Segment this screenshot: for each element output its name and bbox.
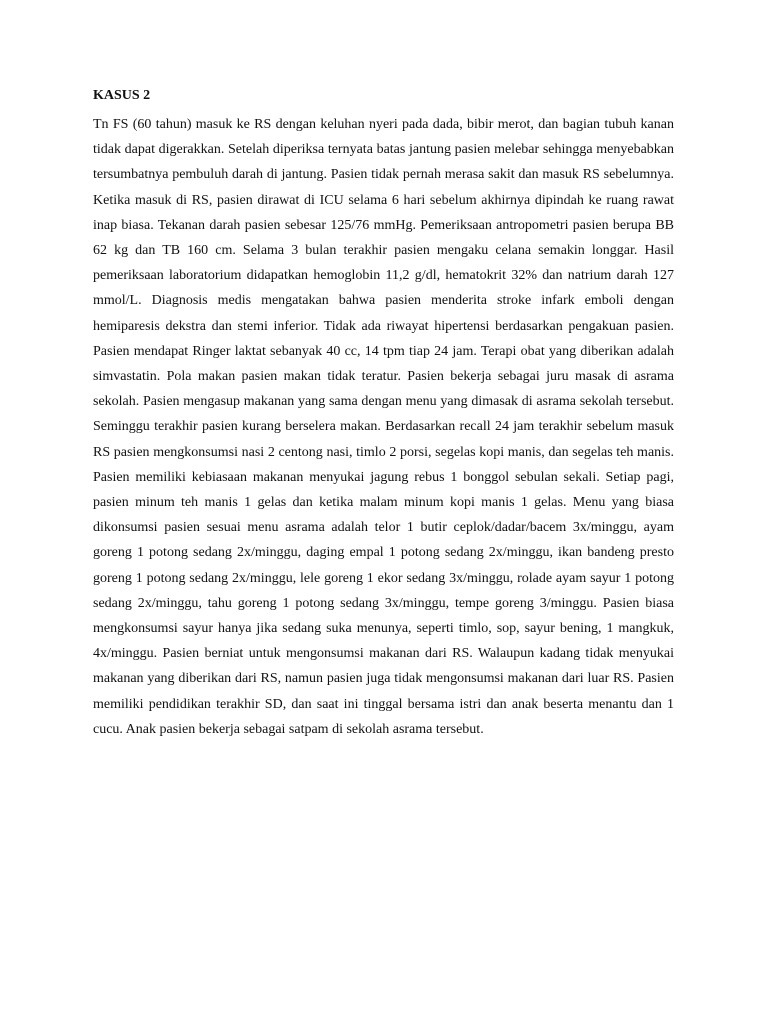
case-paragraph: Tn FS (60 tahun) masuk ke RS dengan keluhan nyeri pada dada, bibir merot, dan bagian tubuh kanan tidak dapat digerakkan. Setelah diperiksa ternyata batas jantung pasien melebar sehingga menyebabkan tersumbatnya pembuluh darah di jantung. Pasien tidak pernah merasa sakit dan masuk RS sebelumnya. Ketika masuk di RS, pasien dirawat di ICU selama 6 hari sebelum akhirnya dipindah ke ruang rawat inap biasa. Tekanan darah pasien sebesar 125/76 mmHg. Pemeriksaan antropometri pasien berupa BB 62 kg dan TB 160 cm. Selama 3 bulan terakhir pasien mengaku celana semakin longgar. Hasil pemeriksaan laboratorium didapatkan hemoglobin 11,2 g/dl, hematokrit 32% dan natrium darah 127 mmol/L. Diagnosis medis mengatakan bahwa pasien menderita stroke infark emboli dengan hemiparesis dekstra dan stemi inferior. Tidak ada riwayat hipertensi berdasarkan pengakuan pasien. Pasien mendapat Ringer laktat sebanyak 40 cc, 14 tpm tiap 24 jam. Terapi obat yang diberikan adalah simvastatin. Pola makan pasien makan tidak teratur. Pasien bekerja sebagai juru masak di asrama sekolah. Pasien mengasup makanan yang sama dengan menu yang dimasak di asrama sekolah tersebut. Seminggu terakhir pasien kurang berselera makan. Berdasarkan recall 24 jam terakhir sebelum masuk RS pasien mengkonsumsi nasi 2 centong nasi, timlo 2 porsi, segelas kopi manis, dan segelas teh manis. Pasien memiliki kebiasaan makanan menyukai jagung rebus 1 bonggol sebulan sekali. Setiap pagi, pasien minum teh manis 1 gelas dan ketika malam minum kopi manis 1 gelas. Menu yang biasa dikonsumsi pasien sesuai menu asrama adalah telor 1 butir ceplok/dadar/bacem 3x/minggu, ayam goreng 1 potong sedang 2x/minggu, daging empal 1 potong sedang 2x/minggu, ikan bandeng presto goreng 1 potong sedang 2x/minggu, lele goreng 1 ekor sedang 3x/minggu, rolade ayam sayur 1 potong sedang 2x/minggu, tahu goreng 1 potong sedang 3x/minggu, tempe goreng 3/minggu. Pasien biasa mengkonsumsi sayur hanya jika sedang suka menunya, seperti timlo, sop, sayur bening, 1 mangkuk, 4x/minggu. Pasien berniat untuk mengonsumsi makanan dari RS. Walaupun kadang tidak menyukai makanan yang diberikan dari RS, namun pasien juga tidak mengonsumsi makanan dari luar RS. Pasien memiliki pendidikan terakhir SD, dan saat ini tinggal bersama istri dan anak beserta menantu dan 1 cucu. Anak pasien bekerja sebagai satpam di sekolah asrama tersebut. bbox=[93, 117, 674, 737]
case-title: KASUS 2 bbox=[93, 88, 151, 103]
document-content bbox=[93, 86, 674, 742]
